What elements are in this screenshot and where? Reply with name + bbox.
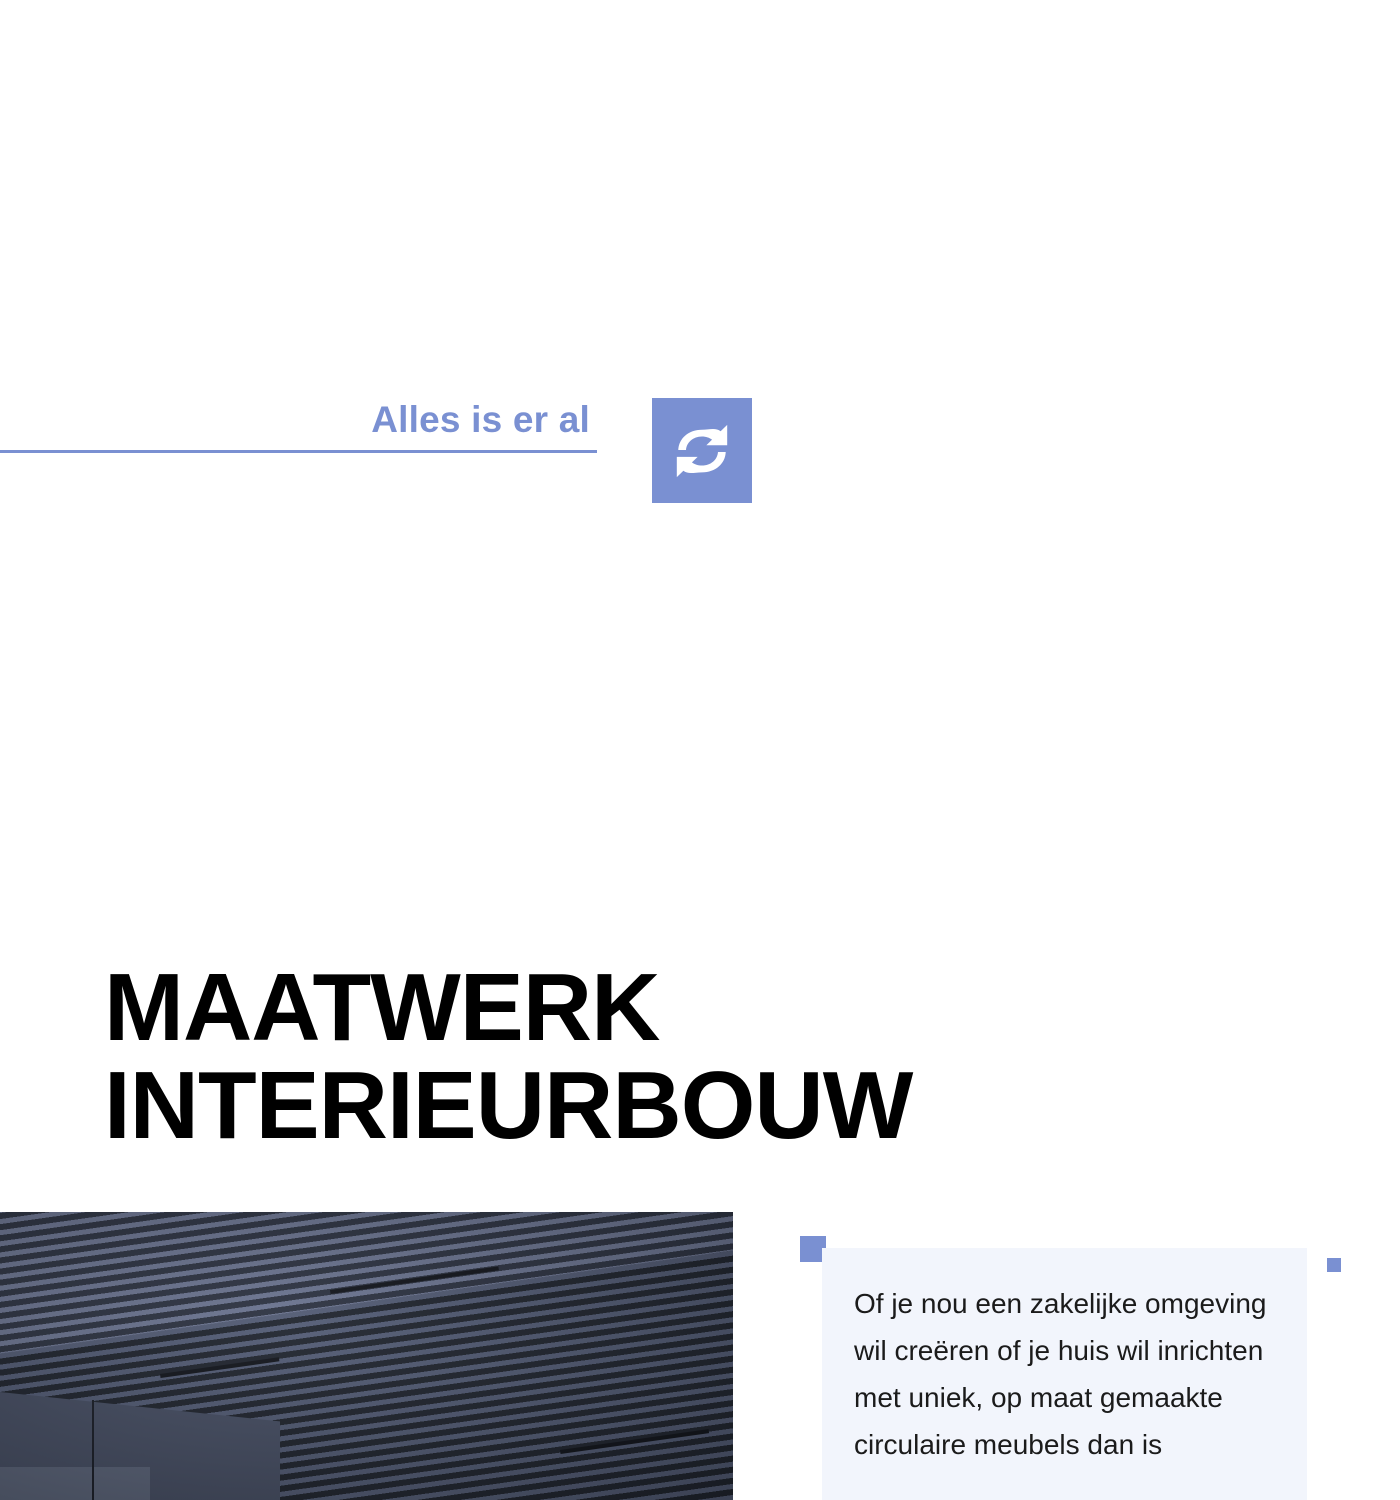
tagline-block [0, 395, 760, 455]
interior-ceiling-photo [0, 1212, 733, 1500]
body-text-card [822, 1248, 1307, 1500]
tagline-text: Alles is er al [371, 399, 590, 440]
photo-vignette [0, 1212, 733, 1500]
page-title [104, 954, 1254, 1160]
body-text: Of je nou een zakelijke omgeving wil creëren of je huis wil inrichten met uniek, op maat gemaakte circulaire meubels dan is [854, 1288, 1267, 1460]
headline-line-2: INTERIEURBOUW [104, 1052, 913, 1160]
recycle-arrows-icon [652, 398, 752, 503]
headline-line-1: MAATWERK [104, 954, 660, 1062]
accent-square-small [1327, 1258, 1341, 1272]
tagline-rule [0, 450, 597, 453]
